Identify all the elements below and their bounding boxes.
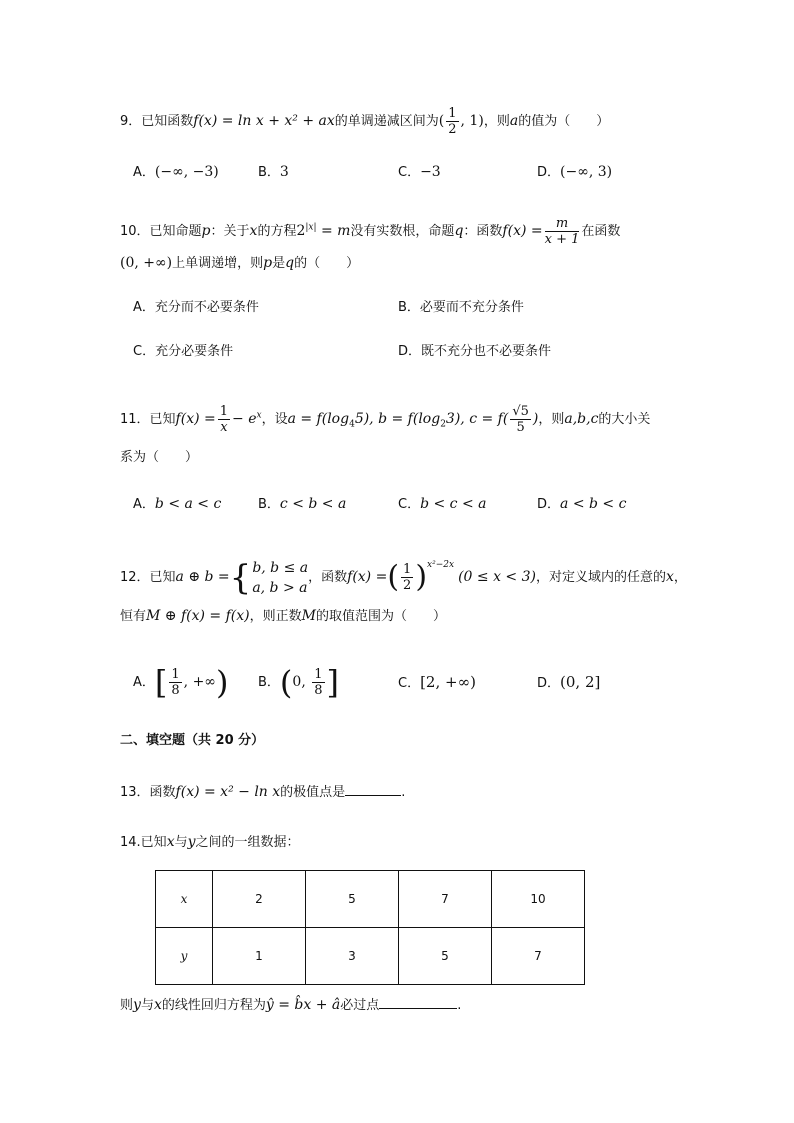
q14-t2: 之间的一组数据： [195,835,300,850]
q14-after-t4: 必过点 [340,998,380,1013]
q10-line2-q: q [285,255,295,271]
q11-line2: 系为（ ） [120,450,199,465]
option-label: C． [398,497,421,512]
option-value: b < c < a [420,496,487,512]
q10-eq-rest: = m [316,223,351,239]
table-cell: 3 [306,928,399,985]
option-label: B． [258,165,280,180]
option-label: B． [258,675,280,690]
option-value: 必要而不充分条件 [419,300,524,315]
q12-option-c[interactable] [398,672,476,694]
q9-var: a [509,113,519,129]
table-cell: 1 [213,928,306,985]
option-value: 3 [279,164,289,180]
option-label: B． [258,497,280,512]
option-label: A． [133,165,155,180]
q11-stem-line2 [120,448,198,468]
q12-option-b[interactable] [258,660,339,705]
q12-brace: { [229,557,252,598]
q11-b-base: 2 [440,419,446,430]
q12-t3: ， [673,570,687,585]
q14-after-x: x [153,997,162,1013]
option-value: b < a < c [154,496,222,512]
q13-end: . [401,785,406,800]
q10-option-d[interactable] [398,342,551,362]
table-row [156,871,585,928]
q11-option-d[interactable] [537,494,626,515]
q10-line2-p: p [263,255,273,271]
option-num: 1 [314,667,323,682]
q12-stem-line2 [120,606,446,627]
q14-after-t3: 的线性回归方程为 [161,998,266,1013]
q11-func-rest: − e [232,411,257,427]
q12-exp: x²−2x [427,560,455,570]
option-label: D． [537,676,561,691]
option-value: (0, 2] [560,673,601,691]
option-label: B． [398,300,420,315]
q10-t1: ：关于 [210,224,250,239]
option-value: [2, +∞) [420,673,476,691]
q12-line2-eq: M ⊕ f(x) = f(x) [146,608,250,624]
option-value: a < b < c [560,496,627,512]
q10-prefix: 10．已知命题 [120,224,202,239]
q12-option-a[interactable] [133,660,228,705]
option-value: 充分而不必要条件 [154,300,259,315]
q13-answer-blank[interactable] [345,781,401,796]
q10-interval: (0, +∞) [120,255,173,271]
option-value: c < b < a [279,496,347,512]
option-label: D． [398,344,422,359]
q14-y: y [187,834,196,850]
q10-stem-line2 [120,253,359,274]
option-value: (−∞, −3) [154,164,219,180]
q12-cases [252,558,308,598]
q9-option-b[interactable] [258,162,289,183]
table-cell: 7 [492,928,585,985]
table-cell: 7 [399,871,492,928]
q13-stem [120,781,405,803]
q10-t5: 在函数 [581,224,621,239]
option-label: C． [398,165,421,180]
q10-t4: ：函数 [463,224,503,239]
option-label: D． [537,497,561,512]
q11-t2: ，则 [538,412,565,427]
option-label: A． [133,497,155,512]
q11-func-lhs: f(x) = [175,411,216,427]
q9-option-a[interactable] [133,162,219,183]
option-den: 8 [314,683,323,698]
q10-line2-t2: 是 [272,256,286,271]
q12-line2-t3: 的取值范围为（ ） [315,609,446,624]
option-value: 充分必要条件 [155,344,234,359]
q12-line2-M: M [301,608,316,624]
q12-frac-den: 2 [403,578,412,593]
q12-frac-num: 1 [403,562,412,577]
q12-prefix: 12．已知 [120,570,176,585]
q14-after-y: y [133,997,141,1013]
q11-fraction [218,404,230,435]
q12-domain: (0 ≤ x < 3) [458,569,536,585]
q10-eq-base: 2 [296,223,306,239]
q9-frac-den: 2 [448,122,457,137]
table-cell: 5 [399,928,492,985]
q10-option-a[interactable] [133,298,259,318]
option-label: D． [537,165,561,180]
table-cell: 5 [306,871,399,928]
q11-option-a[interactable] [133,494,221,515]
q11-option-c[interactable] [398,494,487,515]
table-cell: y [156,928,213,985]
q14-stem [120,832,300,853]
q9-suffix: 的值为（ ） [518,114,610,129]
q10-option-c[interactable] [133,342,233,362]
table-cell: x [156,871,213,928]
q10-frac-den: x + 1 [544,232,580,247]
q12-op-lhs: a ⊕ b = [175,569,230,585]
option-label: C． [398,676,421,691]
q14-prefix: 14.已知 [120,835,167,850]
q11-t1: ，设 [261,412,288,427]
q12-case1: b, b ≤ a [252,559,309,576]
q11-c-fraction [510,404,531,435]
q11-func-exp: x [256,410,262,421]
q12-paren-close: ) [415,559,428,595]
q10-t2: 的方程 [257,224,297,239]
q12-case2: a, b > a [252,579,308,596]
option-value: −3 [420,164,441,180]
q11-abc: a,b,c [564,411,599,427]
q10-t3: 没有实数根，命题 [350,224,455,239]
q12-line2-t1: 恒有 [120,609,147,624]
table-cell: 10 [492,871,585,928]
q10-line2-t3: 的（ ） [294,256,360,271]
q10-func-lhs: f(x) = [502,223,543,239]
q12-t2: ，对定义域内的任意的 [535,570,666,585]
q12-stem-line1 [120,543,687,600]
q11-prefix: 11．已知 [120,412,176,427]
q11-frac-den: x [220,420,228,435]
option-value: (−∞, 3) [560,164,613,180]
q11-a-base: 4 [349,419,355,430]
q11-a-rest: 5), b = f(log [354,411,441,427]
q11-frac-num: 1 [219,404,229,419]
q14-after-t1: 则 [120,998,134,1013]
q14-t1: 与 [174,835,188,850]
q14-after-eq: ŷ = b̂x + â [265,997,341,1013]
q10-x: x [249,223,258,239]
q10-stem-line1 [120,216,620,247]
q12-line2-t2: ，则正数 [249,609,302,624]
q9-fraction [446,106,458,137]
q12-x: x [666,569,674,585]
q9-option-c[interactable] [398,162,441,183]
q14-answer-blank[interactable] [379,994,457,1009]
option-rest: , +∞ [183,674,216,690]
q14-end: . [457,998,462,1013]
q10-line2-t1: 上单调递增，则 [172,256,264,271]
option-num: 1 [171,667,180,682]
q13-prefix: 13．函数 [120,785,176,800]
q10-frac-num: m [545,216,580,232]
q9-frac-num: 1 [448,106,457,121]
option-fraction [312,667,324,698]
q11-stem-line1 [120,404,650,435]
q12-t1: ，函数 [308,570,348,585]
option-close: ] [326,663,339,702]
option-label: A． [133,675,155,690]
option-close: ) [215,663,229,702]
option-open: [ [154,663,168,702]
option-label: A． [133,300,155,315]
option-label: C． [133,344,156,359]
q11-b-rest: 3), c = f( [445,411,509,427]
option-open: ( [279,663,293,702]
option-value: 既不充分也不必要条件 [421,344,552,359]
q9-prefix: 9．已知函数 [120,114,194,129]
q9-interval-open: ( [438,113,445,129]
q9-after: ，则 [483,114,510,129]
q10-option-b[interactable] [398,298,524,318]
q9-interval-rest: , 1) [460,113,484,129]
q14-x: x [166,834,175,850]
q14-after-t2: 与 [140,998,154,1013]
q9-stem [120,106,609,137]
q10-fraction [545,216,580,247]
q9-mid: 的单调递减区间为 [334,114,439,129]
q14-data-table [155,870,585,985]
q11-c-num: √5 [512,404,529,419]
q11-c-close: ) [532,411,539,427]
q9-function: f(x) = ln x + x² + ax [193,113,335,129]
option-pre: 0, [292,674,311,690]
q10-eq-exp: |x| [305,222,317,233]
q11-c-den: 5 [516,420,525,435]
q12-func-lhs: f(x) = [347,569,388,585]
section-heading: 二、填空题（共 20 分） [120,733,265,748]
q12-paren-open: ( [387,559,400,595]
table-row [156,928,585,985]
q10-p: p [201,223,211,239]
q14-after [120,994,461,1016]
q11-t3: 的大小关 [598,412,651,427]
q10-q: q [454,223,464,239]
q9-option-d[interactable] [537,162,612,183]
q12-fraction [401,562,413,593]
q11-a-def: a = f(log [287,411,350,427]
q13-func: f(x) = x² − ln x [175,784,281,800]
option-den: 8 [171,683,180,698]
q11-option-b[interactable] [258,494,346,515]
q12-option-d[interactable] [537,672,600,694]
option-fraction [169,667,181,698]
table-cell: 2 [213,871,306,928]
q13-suffix: 的极值点是 [280,785,346,800]
